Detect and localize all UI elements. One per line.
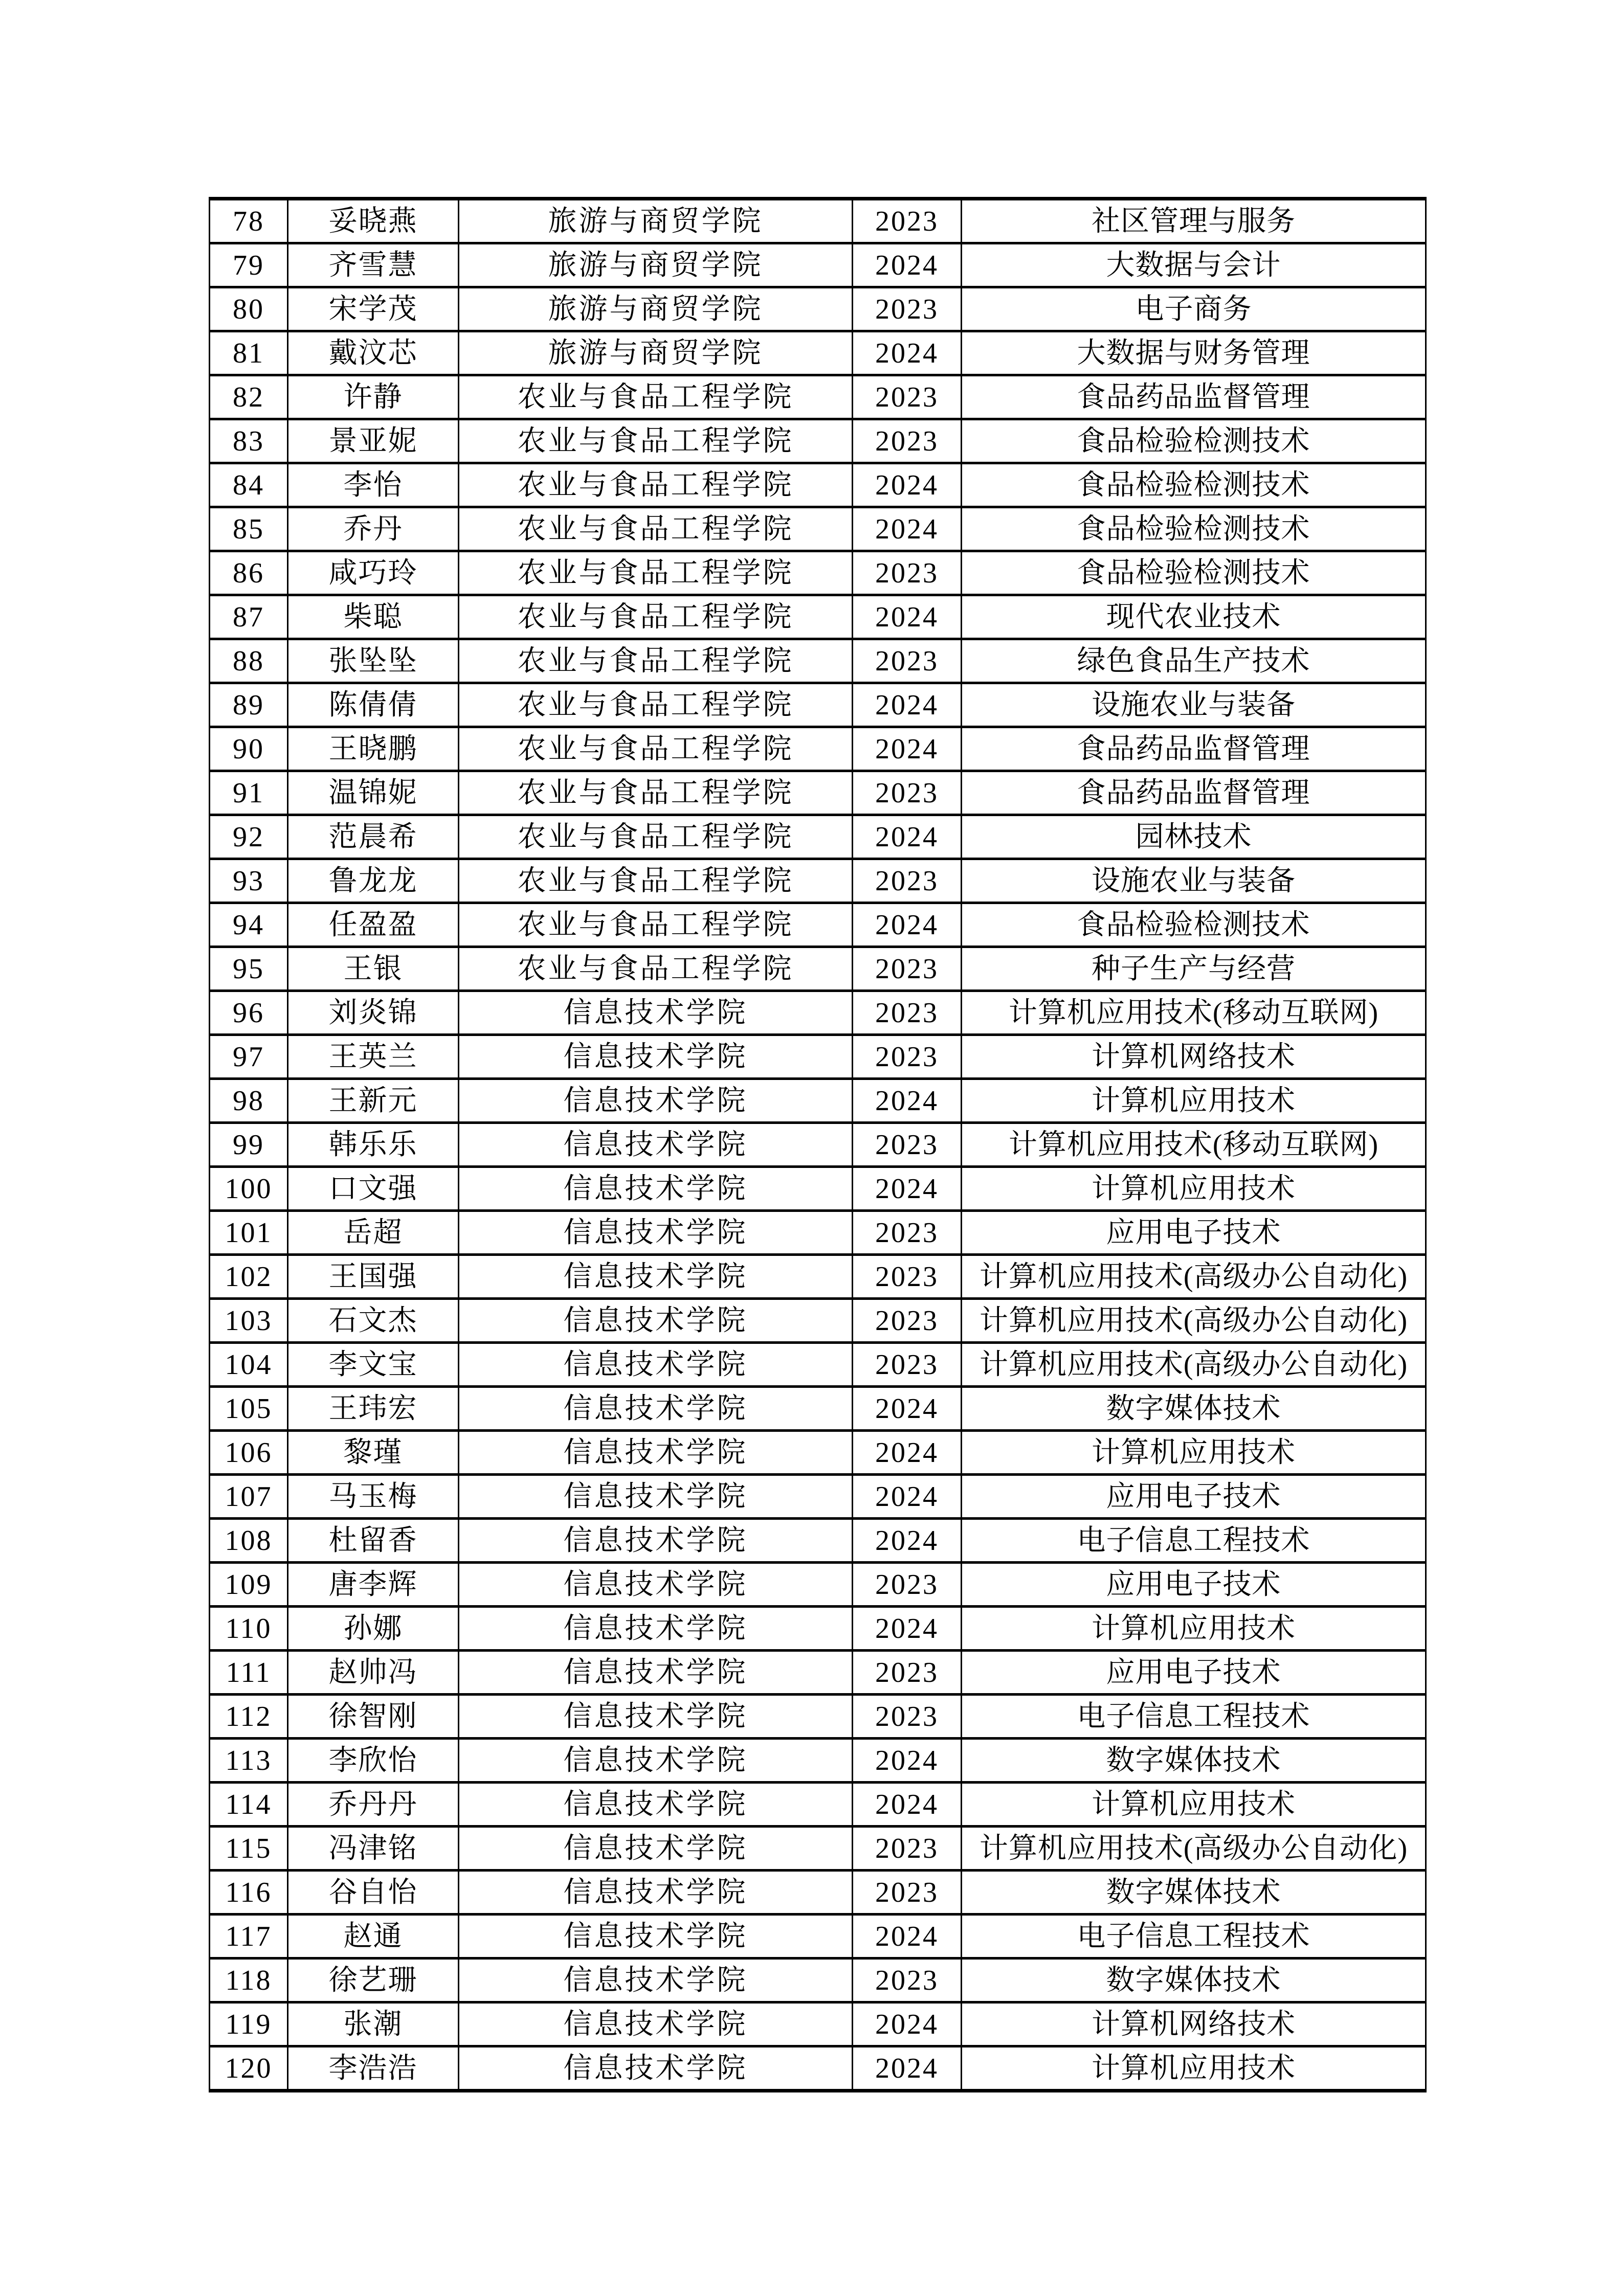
table-row [210, 595, 1426, 639]
student-roster-table [209, 197, 1427, 2092]
table-row [210, 1563, 1426, 1607]
row-number-cell: 115 [210, 1827, 288, 1871]
row-number-cell: 86 [210, 551, 288, 595]
year-cell: 2023 [853, 1255, 962, 1299]
student-name-cell: 柴聪 [288, 595, 459, 639]
college-cell: 信息技术学院 [459, 1255, 853, 1299]
student-name-cell: 陈倩倩 [288, 683, 459, 727]
row-number-cell: 103 [210, 1299, 288, 1343]
table-row [210, 1167, 1426, 1211]
year-cell: 2023 [853, 771, 962, 815]
college-cell: 农业与食品工程学院 [459, 551, 853, 595]
row-number-cell: 117 [210, 1915, 288, 1959]
major-cell: 食品药品监督管理 [962, 771, 1426, 815]
major-cell: 园林技术 [962, 815, 1426, 859]
student-name-cell: 黎瑾 [288, 1431, 459, 1475]
major-cell: 社区管理与服务 [962, 199, 1426, 243]
year-cell: 2024 [853, 815, 962, 859]
major-cell: 食品药品监督管理 [962, 375, 1426, 419]
major-cell: 设施农业与装备 [962, 683, 1426, 727]
table-row [210, 1299, 1426, 1343]
major-cell: 数字媒体技术 [962, 1871, 1426, 1915]
major-cell: 计算机应用技术(高级办公自动化) [962, 1827, 1426, 1871]
year-cell: 2023 [853, 1343, 962, 1387]
student-name-cell: 孙娜 [288, 1607, 459, 1651]
student-name-cell: 王新元 [288, 1079, 459, 1123]
year-cell: 2024 [853, 1783, 962, 1827]
student-name-cell: 韩乐乐 [288, 1123, 459, 1167]
table-row [210, 375, 1426, 419]
college-cell: 信息技术学院 [459, 1915, 853, 1959]
year-cell: 2023 [853, 1563, 962, 1607]
student-name-cell: 妥晓燕 [288, 199, 459, 243]
year-cell: 2024 [853, 1387, 962, 1431]
college-cell: 农业与食品工程学院 [459, 859, 853, 903]
college-cell: 信息技术学院 [459, 1871, 853, 1915]
year-cell: 2023 [853, 419, 962, 463]
major-cell: 应用电子技术 [962, 1651, 1426, 1695]
row-number-cell: 108 [210, 1519, 288, 1563]
year-cell: 2023 [853, 859, 962, 903]
student-name-cell: 任盈盈 [288, 903, 459, 947]
college-cell: 信息技术学院 [459, 2046, 853, 2091]
major-cell: 应用电子技术 [962, 1211, 1426, 1255]
year-cell: 2023 [853, 639, 962, 683]
year-cell: 2023 [853, 199, 962, 243]
student-name-cell: 刘炎锦 [288, 991, 459, 1035]
row-number-cell: 90 [210, 727, 288, 771]
major-cell: 应用电子技术 [962, 1563, 1426, 1607]
college-cell: 信息技术学院 [459, 1211, 853, 1255]
table-row [210, 1915, 1426, 1959]
table-row [210, 859, 1426, 903]
student-name-cell: 王英兰 [288, 1035, 459, 1079]
student-name-cell: 赵通 [288, 1915, 459, 1959]
year-cell: 2024 [853, 463, 962, 507]
table-row [210, 771, 1426, 815]
major-cell: 计算机应用技术 [962, 2046, 1426, 2091]
table-row [210, 903, 1426, 947]
college-cell: 信息技术学院 [459, 1475, 853, 1519]
college-cell: 农业与食品工程学院 [459, 463, 853, 507]
student-name-cell: 口文强 [288, 1167, 459, 1211]
row-number-cell: 84 [210, 463, 288, 507]
table-row [210, 551, 1426, 595]
row-number-cell: 89 [210, 683, 288, 727]
year-cell: 2024 [853, 595, 962, 639]
college-cell: 旅游与商贸学院 [459, 243, 853, 287]
year-cell: 2024 [853, 903, 962, 947]
student-name-cell: 李浩浩 [288, 2046, 459, 2091]
college-cell: 农业与食品工程学院 [459, 595, 853, 639]
row-number-cell: 93 [210, 859, 288, 903]
row-number-cell: 87 [210, 595, 288, 639]
student-name-cell: 岳超 [288, 1211, 459, 1255]
row-number-cell: 101 [210, 1211, 288, 1255]
college-cell: 信息技术学院 [459, 1695, 853, 1739]
year-cell: 2023 [853, 1035, 962, 1079]
row-number-cell: 83 [210, 419, 288, 463]
college-cell: 信息技术学院 [459, 1343, 853, 1387]
major-cell: 数字媒体技术 [962, 1739, 1426, 1783]
college-cell: 信息技术学院 [459, 1651, 853, 1695]
student-name-cell: 赵帅冯 [288, 1651, 459, 1695]
college-cell: 信息技术学院 [459, 1739, 853, 1783]
row-number-cell: 107 [210, 1475, 288, 1519]
table-row [210, 1519, 1426, 1563]
year-cell: 2024 [853, 243, 962, 287]
year-cell: 2024 [853, 727, 962, 771]
table-row [210, 1035, 1426, 1079]
table-row [210, 419, 1426, 463]
major-cell: 计算机应用技术 [962, 1079, 1426, 1123]
table-row [210, 1783, 1426, 1827]
year-cell: 2023 [853, 551, 962, 595]
major-cell: 计算机网络技术 [962, 2002, 1426, 2046]
table-row [210, 815, 1426, 859]
college-cell: 农业与食品工程学院 [459, 727, 853, 771]
table-row [210, 287, 1426, 331]
student-name-cell: 齐雪慧 [288, 243, 459, 287]
college-cell: 信息技术学院 [459, 1123, 853, 1167]
college-cell: 农业与食品工程学院 [459, 771, 853, 815]
college-cell: 农业与食品工程学院 [459, 507, 853, 551]
major-cell: 电子信息工程技术 [962, 1915, 1426, 1959]
college-cell: 信息技术学院 [459, 1167, 853, 1211]
row-number-cell: 104 [210, 1343, 288, 1387]
year-cell: 2023 [853, 287, 962, 331]
row-number-cell: 88 [210, 639, 288, 683]
row-number-cell: 120 [210, 2046, 288, 2091]
row-number-cell: 102 [210, 1255, 288, 1299]
major-cell: 电子商务 [962, 287, 1426, 331]
table-row [210, 1871, 1426, 1915]
row-number-cell: 81 [210, 331, 288, 375]
year-cell: 2024 [853, 1915, 962, 1959]
year-cell: 2024 [853, 331, 962, 375]
table-row [210, 1211, 1426, 1255]
college-cell: 信息技术学院 [459, 1079, 853, 1123]
table-row [210, 1431, 1426, 1475]
college-cell: 信息技术学院 [459, 1827, 853, 1871]
row-number-cell: 97 [210, 1035, 288, 1079]
student-name-cell: 李欣怡 [288, 1739, 459, 1783]
college-cell: 旅游与商贸学院 [459, 199, 853, 243]
table-row [210, 639, 1426, 683]
student-name-cell: 宋学茂 [288, 287, 459, 331]
table-row [210, 1739, 1426, 1783]
student-name-cell: 王国强 [288, 1255, 459, 1299]
college-cell: 农业与食品工程学院 [459, 815, 853, 859]
student-name-cell: 王晓鹏 [288, 727, 459, 771]
table-row [210, 1475, 1426, 1519]
college-cell: 信息技术学院 [459, 1959, 853, 2002]
college-cell: 农业与食品工程学院 [459, 903, 853, 947]
major-cell: 设施农业与装备 [962, 859, 1426, 903]
table-row [210, 1651, 1426, 1695]
student-name-cell: 鲁龙龙 [288, 859, 459, 903]
student-name-cell: 王玮宏 [288, 1387, 459, 1431]
row-number-cell: 100 [210, 1167, 288, 1211]
college-cell: 信息技术学院 [459, 1519, 853, 1563]
major-cell: 计算机应用技术(移动互联网) [962, 991, 1426, 1035]
row-number-cell: 112 [210, 1695, 288, 1739]
year-cell: 2024 [853, 1475, 962, 1519]
major-cell: 计算机应用技术(高级办公自动化) [962, 1343, 1426, 1387]
college-cell: 信息技术学院 [459, 1783, 853, 1827]
table-row [210, 243, 1426, 287]
year-cell: 2023 [853, 375, 962, 419]
major-cell: 计算机应用技术 [962, 1167, 1426, 1211]
row-number-cell: 118 [210, 1959, 288, 2002]
table-row [210, 463, 1426, 507]
major-cell: 计算机应用技术(高级办公自动化) [962, 1255, 1426, 1299]
student-name-cell: 马玉梅 [288, 1475, 459, 1519]
year-cell: 2023 [853, 1299, 962, 1343]
major-cell: 数字媒体技术 [962, 1959, 1426, 2002]
college-cell: 信息技术学院 [459, 1607, 853, 1651]
row-number-cell: 106 [210, 1431, 288, 1475]
student-name-cell: 温锦妮 [288, 771, 459, 815]
year-cell: 2024 [853, 1519, 962, 1563]
table-row [210, 1255, 1426, 1299]
major-cell: 应用电子技术 [962, 1475, 1426, 1519]
row-number-cell: 109 [210, 1563, 288, 1607]
year-cell: 2023 [853, 1871, 962, 1915]
year-cell: 2023 [853, 1827, 962, 1871]
table-row [210, 2002, 1426, 2046]
major-cell: 食品检验检测技术 [962, 551, 1426, 595]
major-cell: 计算机应用技术(移动互联网) [962, 1123, 1426, 1167]
student-name-cell: 冯津铭 [288, 1827, 459, 1871]
year-cell: 2024 [853, 2046, 962, 2091]
year-cell: 2024 [853, 1167, 962, 1211]
student-name-cell: 张坠坠 [288, 639, 459, 683]
year-cell: 2023 [853, 1123, 962, 1167]
year-cell: 2023 [853, 1211, 962, 1255]
row-number-cell: 91 [210, 771, 288, 815]
year-cell: 2023 [853, 947, 962, 991]
table-row [210, 1959, 1426, 2002]
major-cell: 计算机应用技术 [962, 1783, 1426, 1827]
major-cell: 种子生产与经营 [962, 947, 1426, 991]
major-cell: 电子信息工程技术 [962, 1519, 1426, 1563]
table-row [210, 991, 1426, 1035]
student-name-cell: 咸巧玲 [288, 551, 459, 595]
student-name-cell: 许静 [288, 375, 459, 419]
student-name-cell: 唐李辉 [288, 1563, 459, 1607]
table-row [210, 507, 1426, 551]
row-number-cell: 92 [210, 815, 288, 859]
college-cell: 旅游与商贸学院 [459, 331, 853, 375]
major-cell: 数字媒体技术 [962, 1387, 1426, 1431]
student-name-cell: 徐智刚 [288, 1695, 459, 1739]
college-cell: 信息技术学院 [459, 1563, 853, 1607]
year-cell: 2024 [853, 507, 962, 551]
row-number-cell: 114 [210, 1783, 288, 1827]
major-cell: 食品检验检测技术 [962, 903, 1426, 947]
college-cell: 信息技术学院 [459, 991, 853, 1035]
row-number-cell: 110 [210, 1607, 288, 1651]
college-cell: 信息技术学院 [459, 1035, 853, 1079]
major-cell: 计算机应用技术 [962, 1431, 1426, 1475]
major-cell: 绿色食品生产技术 [962, 639, 1426, 683]
table-row [210, 2046, 1426, 2091]
college-cell: 信息技术学院 [459, 1431, 853, 1475]
year-cell: 2024 [853, 1431, 962, 1475]
student-name-cell: 李怡 [288, 463, 459, 507]
student-name-cell: 乔丹丹 [288, 1783, 459, 1827]
row-number-cell: 95 [210, 947, 288, 991]
college-cell: 农业与食品工程学院 [459, 419, 853, 463]
student-name-cell: 范晨希 [288, 815, 459, 859]
table-row [210, 727, 1426, 771]
college-cell: 旅游与商贸学院 [459, 287, 853, 331]
table-row [210, 1079, 1426, 1123]
table-row [210, 947, 1426, 991]
table-row [210, 331, 1426, 375]
row-number-cell: 105 [210, 1387, 288, 1431]
year-cell: 2023 [853, 1695, 962, 1739]
major-cell: 现代农业技术 [962, 595, 1426, 639]
table-row [210, 1695, 1426, 1739]
row-number-cell: 98 [210, 1079, 288, 1123]
year-cell: 2024 [853, 2002, 962, 2046]
year-cell: 2024 [853, 1079, 962, 1123]
row-number-cell: 78 [210, 199, 288, 243]
year-cell: 2023 [853, 1651, 962, 1695]
table-row [210, 1607, 1426, 1651]
row-number-cell: 80 [210, 287, 288, 331]
table-row [210, 1123, 1426, 1167]
student-name-cell: 乔丹 [288, 507, 459, 551]
row-number-cell: 82 [210, 375, 288, 419]
major-cell: 计算机网络技术 [962, 1035, 1426, 1079]
roster-table-body [210, 199, 1426, 2091]
row-number-cell: 119 [210, 2002, 288, 2046]
major-cell: 食品检验检测技术 [962, 419, 1426, 463]
row-number-cell: 85 [210, 507, 288, 551]
major-cell: 食品检验检测技术 [962, 507, 1426, 551]
college-cell: 信息技术学院 [459, 1387, 853, 1431]
year-cell: 2024 [853, 1739, 962, 1783]
table-row [210, 1827, 1426, 1871]
major-cell: 计算机应用技术(高级办公自动化) [962, 1299, 1426, 1343]
row-number-cell: 111 [210, 1651, 288, 1695]
major-cell: 食品检验检测技术 [962, 463, 1426, 507]
student-name-cell: 戴汶芯 [288, 331, 459, 375]
year-cell: 2024 [853, 1607, 962, 1651]
student-name-cell: 谷自怡 [288, 1871, 459, 1915]
student-name-cell: 石文杰 [288, 1299, 459, 1343]
row-number-cell: 113 [210, 1739, 288, 1783]
major-cell: 食品药品监督管理 [962, 727, 1426, 771]
row-number-cell: 116 [210, 1871, 288, 1915]
table-row [210, 683, 1426, 727]
college-cell: 农业与食品工程学院 [459, 947, 853, 991]
year-cell: 2023 [853, 991, 962, 1035]
year-cell: 2024 [853, 683, 962, 727]
row-number-cell: 96 [210, 991, 288, 1035]
row-number-cell: 79 [210, 243, 288, 287]
student-name-cell: 景亚妮 [288, 419, 459, 463]
row-number-cell: 99 [210, 1123, 288, 1167]
college-cell: 信息技术学院 [459, 1299, 853, 1343]
college-cell: 农业与食品工程学院 [459, 683, 853, 727]
table-row [210, 1343, 1426, 1387]
college-cell: 信息技术学院 [459, 2002, 853, 2046]
student-name-cell: 张潮 [288, 2002, 459, 2046]
student-name-cell: 李文宝 [288, 1343, 459, 1387]
major-cell: 电子信息工程技术 [962, 1695, 1426, 1739]
college-cell: 农业与食品工程学院 [459, 639, 853, 683]
college-cell: 农业与食品工程学院 [459, 375, 853, 419]
student-name-cell: 徐艺珊 [288, 1959, 459, 2002]
table-row [210, 199, 1426, 243]
major-cell: 计算机应用技术 [962, 1607, 1426, 1651]
row-number-cell: 94 [210, 903, 288, 947]
table-row [210, 1387, 1426, 1431]
year-cell: 2023 [853, 1959, 962, 2002]
major-cell: 大数据与会计 [962, 243, 1426, 287]
major-cell: 大数据与财务管理 [962, 331, 1426, 375]
student-name-cell: 杜留香 [288, 1519, 459, 1563]
student-name-cell: 王银 [288, 947, 459, 991]
